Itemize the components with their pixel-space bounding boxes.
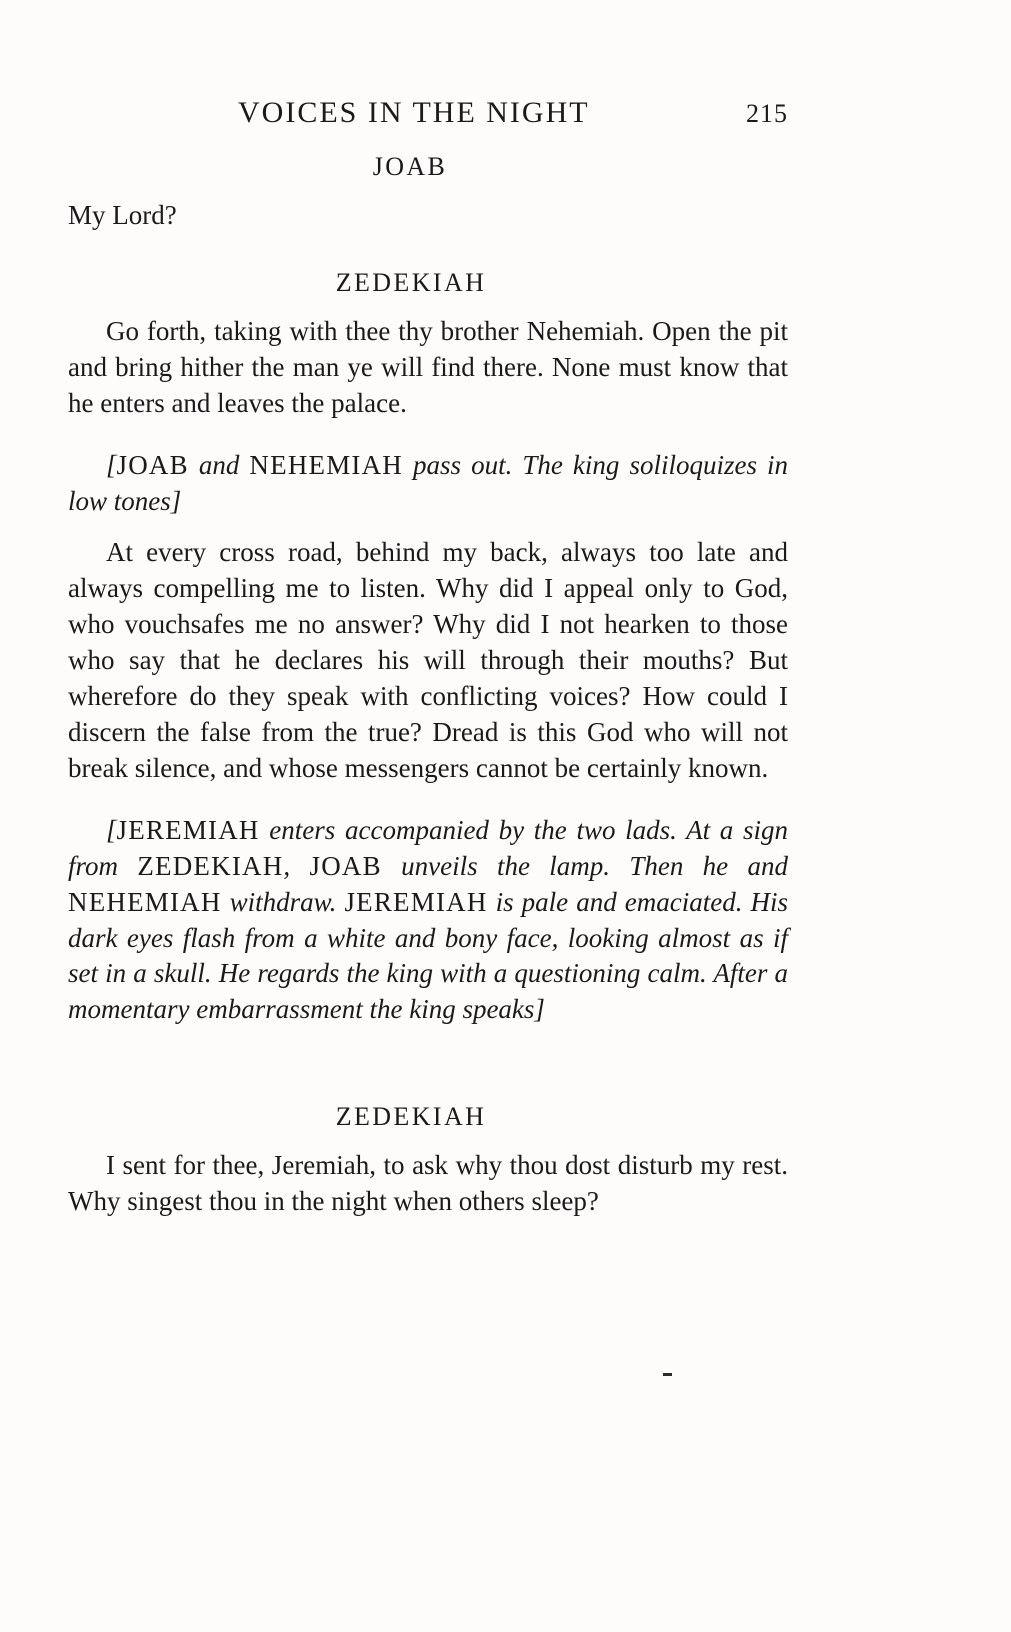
stage-text: ,	[283, 850, 310, 881]
stage-text: withdraw.	[221, 886, 345, 917]
zedekiah-speech-1: Go forth, taking with thee thy brother Nehemiah. Open the pit and bring hither the man ye will find there. None must know that he enters and leaves the palace.	[68, 315, 788, 418]
character-joab: JOAB	[309, 850, 382, 881]
stage-text: is pale and emaciated. His dark eyes flash from a white and bony face, looking almost as if set in a skull. He regards the king with a questioning calm. After a momentary embarrassment the king speaks]	[68, 886, 788, 1025]
joab-line: My Lord?	[68, 200, 177, 230]
speaker-label-joab	[32, 152, 788, 182]
stage-text: pass out. The king soliloquizes in low tones]	[68, 449, 788, 516]
speaker-name: ZEDEKIAH	[335, 267, 487, 297]
character-joab: JOAB	[116, 449, 189, 480]
stray-ink-mark	[663, 1373, 672, 1376]
page-content	[68, 96, 788, 1220]
stage-bracket-open: [	[106, 449, 117, 480]
speaker-name: ZEDEKIAH	[335, 1102, 487, 1132]
character-jeremiah: JEREMIAH	[116, 814, 260, 845]
stage-text: unveils the lamp. Then he and	[381, 850, 788, 881]
character-nehemiah: NEHEMIAH	[68, 886, 222, 917]
running-title: VOICES IN THE NIGHT	[238, 96, 590, 129]
stage-direction-2	[68, 813, 788, 1028]
stage-bracket-open: [	[106, 814, 117, 845]
running-head	[238, 96, 788, 130]
stage-text: enters accompanied by the two lads. At a sign from	[68, 814, 788, 881]
stage-direction-1	[68, 448, 788, 520]
character-jeremiah: JEREMIAH	[344, 886, 488, 917]
zedekiah-speech-2: I sent for thee, Jeremiah, to ask why thou dost disturb my rest. Why singest thou in the night when others sleep?	[68, 1150, 788, 1217]
page-number: 215	[746, 99, 788, 128]
character-zedekiah: ZEDEKIAH	[137, 850, 284, 881]
speaker-name: JOAB	[372, 152, 448, 181]
speaker-label-zedekiah-1	[34, 268, 788, 298]
zedekiah-soliloquy: At every cross road, behind my back, always too late and always compelling me to listen. Why did I appeal only to God, who vouchsafes me no answer? Why did I not hearken to those who say that he declares his will through their mouths? But wherefore do they speak with conflicting voices? How could I discern the false from the true? Dread is this God who will not break silence, and whose messengers cannot be certainly known.	[68, 537, 788, 783]
stage-text: and	[188, 449, 250, 480]
character-nehemiah: NEHEMIAH	[249, 449, 403, 480]
speaker-label-zedekiah-2	[34, 1102, 788, 1132]
